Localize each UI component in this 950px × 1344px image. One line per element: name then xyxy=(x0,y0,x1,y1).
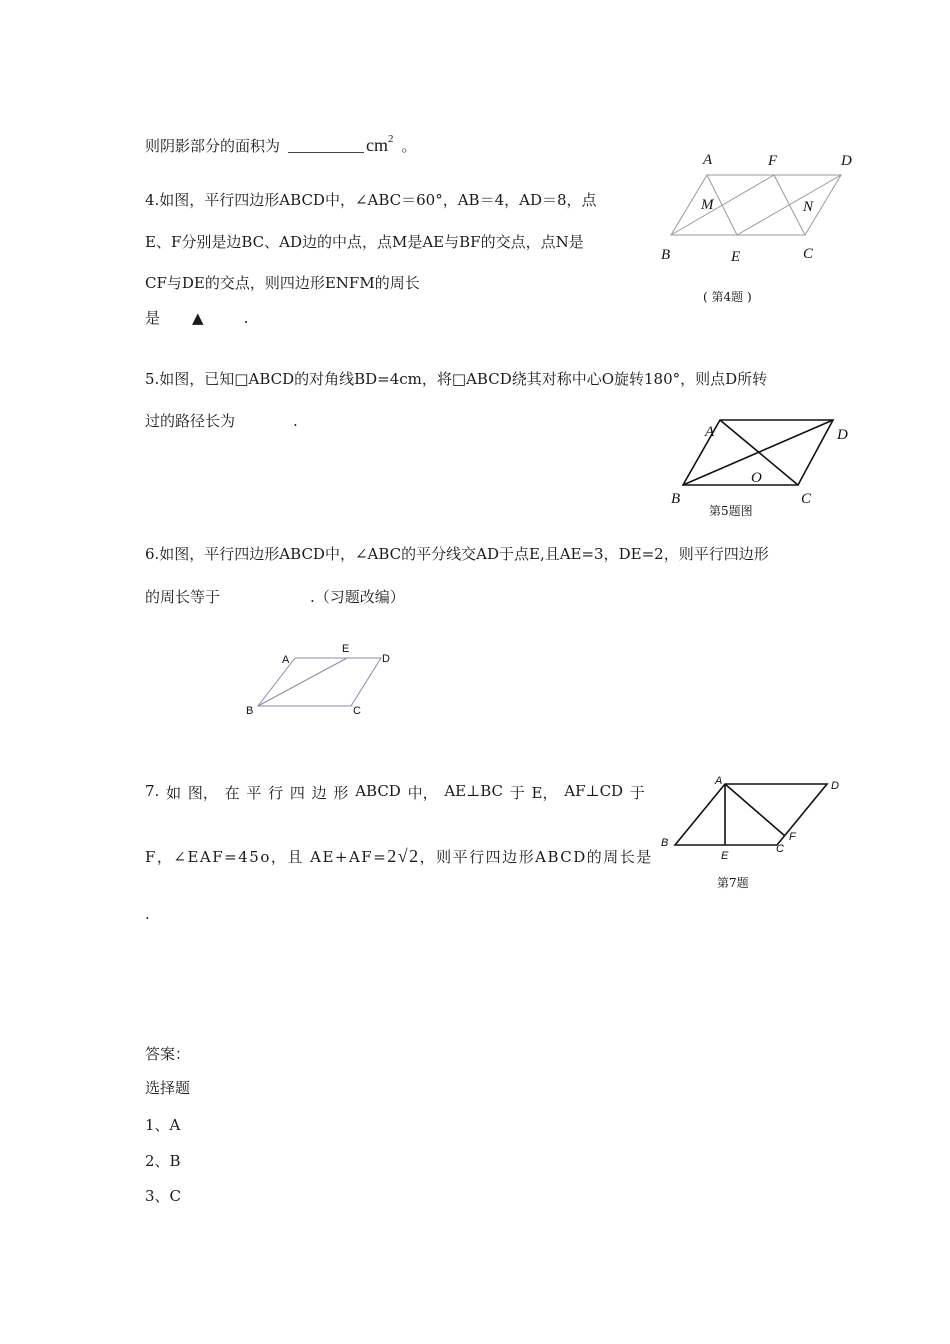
figure-4 xyxy=(655,145,865,310)
fig6-label-e: E xyxy=(342,643,350,655)
q7-word: 于 xyxy=(629,784,645,802)
q3-blank xyxy=(288,138,364,153)
q6-line-2 xyxy=(145,586,405,607)
fig7-segment-af xyxy=(725,784,785,836)
q4-line-1: 4.如图，平行四边形ABCD中，∠ABC＝60°，AB＝4，AD＝8，点 xyxy=(145,191,597,209)
q6-note: .（习题改编） xyxy=(310,588,405,606)
fig7-label-a: A xyxy=(715,775,723,787)
fig4-parallelogram xyxy=(671,175,841,235)
q7-word: 7. xyxy=(145,782,160,800)
fig4-label-f: F xyxy=(768,153,778,169)
fig4-segment-fb xyxy=(671,175,774,235)
q3-text: 则阴影部分的面积为 xyxy=(145,137,281,155)
fig6-label-a: A xyxy=(282,654,290,666)
fig5-label-o: O xyxy=(751,470,762,486)
fig7-label-e: E xyxy=(721,850,729,862)
fig5-label-a: A xyxy=(705,424,715,440)
q4-line-3: CF与DE的交点，则四边形ENFM的周长 xyxy=(145,274,420,292)
fig6-label-c: C xyxy=(353,705,361,717)
fig5-label-c: C xyxy=(801,491,812,507)
q7-word: ABCD xyxy=(355,782,401,800)
q3-answer-line xyxy=(145,133,417,156)
q7-word: 图， xyxy=(187,784,218,802)
fig4-caption: ( 第4题 ) xyxy=(703,290,752,304)
q4-period: . xyxy=(243,309,249,327)
q5-line-1: 5.如图，已知□ABCD的对角线BD=4cm，将□ABCD绕其对称中心O旋转180°，则点D所转 xyxy=(145,370,768,388)
fig7-label-d: D xyxy=(831,780,839,792)
fig7-label-f: F xyxy=(789,831,796,843)
q4-line-4 xyxy=(145,307,248,328)
fig4-label-c: C xyxy=(803,246,814,262)
q5-line-2-text: 过的路径长为 xyxy=(145,412,236,430)
fig4-label-n: N xyxy=(803,199,814,215)
q7-line-3: . xyxy=(145,905,150,923)
q7-word: 如 xyxy=(166,784,182,802)
q7-word: AE⊥BC xyxy=(444,782,504,800)
q3-period: 。 xyxy=(401,137,417,155)
q7-word: 于 xyxy=(509,784,525,802)
q4-line-2: E、F分别是边BC、AD边的中点，点M是AE与BF的交点，点N是 xyxy=(145,233,584,251)
q7-root-expression: 2√2 xyxy=(387,846,420,866)
fig4-label-a: A xyxy=(703,152,713,168)
q6-line-1: 6.如图，平行四边形ABCD中，∠ABC的平分线交AD于点E,且AE=3，DE=2，则平行四边形 xyxy=(145,545,769,563)
q7-line-2 xyxy=(145,846,653,867)
q5-period: . xyxy=(293,412,298,430)
fig4-label-b: B xyxy=(661,247,671,263)
answer-heading: 答案： xyxy=(145,1045,191,1063)
q4-triangle-mark: ▲ xyxy=(192,309,204,327)
q7-word: 行 xyxy=(268,784,284,802)
fig4-label-d: D xyxy=(841,153,852,169)
figure-6 xyxy=(240,640,400,720)
q7-word: 中， xyxy=(407,784,438,802)
fig4-segment-de xyxy=(737,175,841,235)
fig4-label-m: M xyxy=(701,197,714,213)
fig6-label-b: B xyxy=(246,705,254,717)
fig7-label-c: C xyxy=(776,843,784,855)
fig6-label-d: D xyxy=(382,653,390,665)
answer-section-title: 选择题 xyxy=(145,1079,191,1097)
figure-5 xyxy=(665,410,865,525)
answer-3: 3、C xyxy=(145,1187,182,1205)
fig4-label-e: E xyxy=(731,249,741,265)
q7-word: 边 xyxy=(311,784,327,802)
q7-word: E， xyxy=(531,784,558,802)
q7-line-2-a: F，∠EAF=45o，且 AE+AF= xyxy=(145,848,388,866)
answer-2: 2、B xyxy=(145,1152,181,1170)
q7-line-2-b: ，则平行四边形ABCD的周长是 xyxy=(419,848,653,866)
q3-exponent: 2 xyxy=(388,133,394,145)
fig5-caption: 第5题图 xyxy=(709,504,753,518)
q7-line-1 xyxy=(145,782,645,803)
q7-word: 形 xyxy=(333,784,349,802)
fig7-label-b: B xyxy=(661,837,669,849)
q4-line-4-text: 是 xyxy=(145,309,161,327)
fig7-caption: 第7题 xyxy=(717,876,749,890)
fig6-segment-be xyxy=(258,658,347,706)
q3-unit: cm xyxy=(366,135,389,155)
q7-word: AF⊥CD xyxy=(564,782,624,800)
q7-word: 平 xyxy=(246,784,262,802)
q7-word: 在 xyxy=(224,784,240,802)
figure-7 xyxy=(655,772,855,897)
fig5-label-d: D xyxy=(837,427,848,443)
fig6-parallelogram xyxy=(258,658,381,706)
q5-line-2 xyxy=(145,410,298,431)
q7-word: 四 xyxy=(289,784,305,802)
answer-1: 1、A xyxy=(145,1116,181,1134)
fig7-parallelogram xyxy=(675,784,827,845)
fig5-label-b: B xyxy=(671,491,681,507)
q6-line-2-text: 的周长等于 xyxy=(145,588,221,606)
